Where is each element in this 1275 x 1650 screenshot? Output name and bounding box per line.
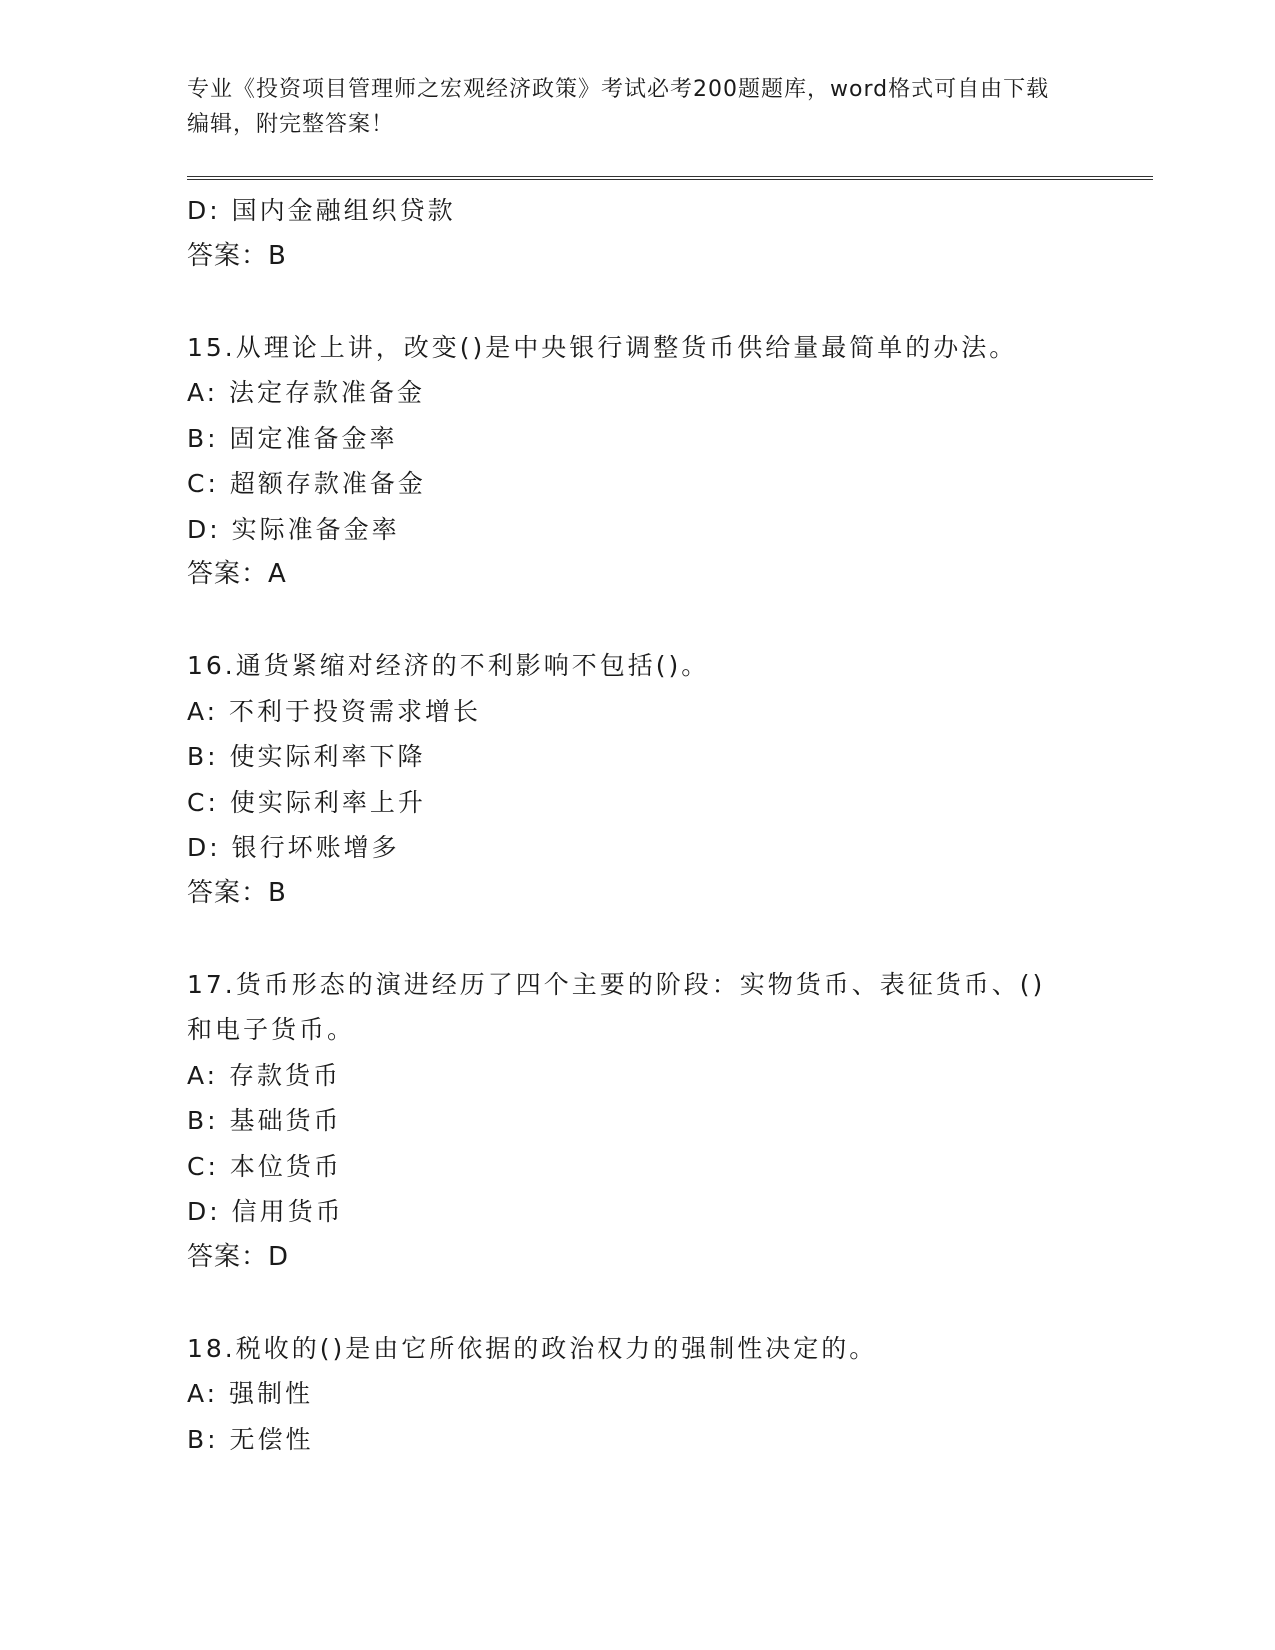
spacer: [187, 279, 1153, 325]
answer-line: 答案：A: [187, 559, 287, 589]
question-stem-continuation: 和电子货币。: [187, 1015, 356, 1044]
option-a: A: 存款货币: [187, 1060, 342, 1090]
question-stem: 15.从理论上讲，改变()是中央银行调整货币供给量最简单的办法。: [187, 332, 1018, 362]
option-b: B: 使实际利率下降: [187, 742, 426, 771]
option-d: D: 信用货币: [187, 1197, 344, 1226]
question-stem: 18.税收的()是由它所依据的政治权力的强制性决定的。: [187, 1333, 878, 1363]
option-c: C: 超额存款准备金: [187, 469, 426, 498]
option-d: D: 实际准备金率: [187, 514, 400, 544]
option-d: D: 银行坏账增多: [187, 833, 400, 862]
spacer: [187, 916, 1153, 962]
header-divider: [187, 176, 1153, 180]
option-c: C: 本位货币: [187, 1151, 342, 1181]
question-stem: 17.货币形态的演进经历了四个主要的阶段：实物货币、表征货币、(): [187, 969, 1046, 999]
option-b: B: 固定准备金率: [187, 423, 398, 453]
option-a: A: 法定存款准备金: [187, 378, 426, 407]
option-c: C: 使实际利率上升: [187, 787, 426, 817]
answer-line: 答案：B: [187, 877, 287, 908]
question-content: [187, 188, 1153, 1462]
option-b: B: 基础货币: [187, 1106, 342, 1135]
spacer: [187, 1280, 1153, 1326]
option-b: B: 无偿性: [187, 1424, 314, 1454]
option-a: A: 不利于投资需求增长: [187, 696, 482, 726]
option-d: D: 国内金融组织贷款: [187, 196, 456, 225]
page-header: 专业《投资项目管理师之宏观经济政策》考试必考200题题库，word格式可自由下载编辑，附完整答案！: [187, 77, 1050, 137]
option-a: A: 强制性: [187, 1379, 314, 1408]
answer-line: 答案：D: [187, 1241, 290, 1272]
question-stem: 16.通货紧缩对经济的不利影响不包括()。: [187, 651, 710, 680]
spacer: [187, 598, 1153, 644]
answer-line: 答案：B: [187, 240, 287, 271]
